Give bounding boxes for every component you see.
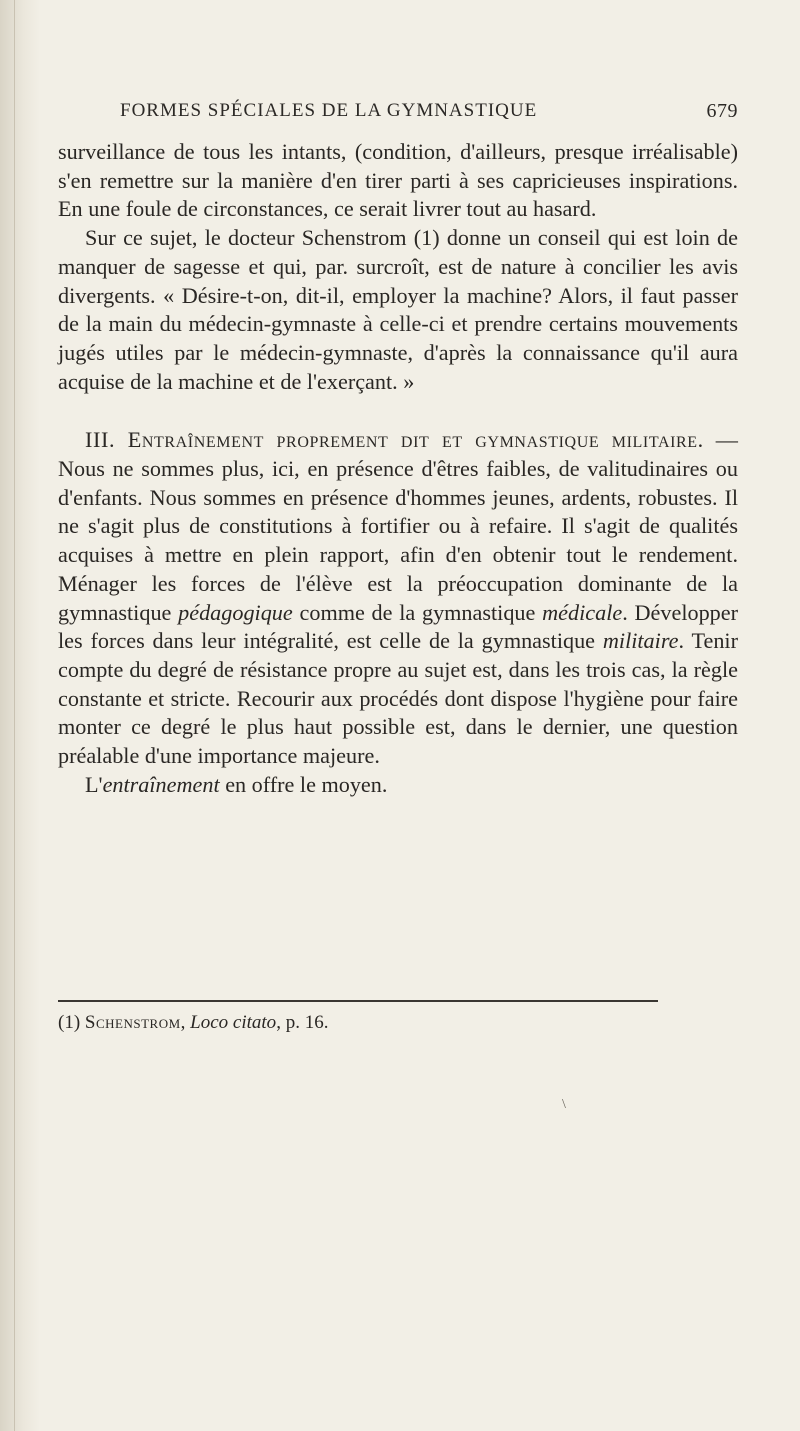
paragraph-3-text-a: — Nous ne sommes plus, ici, en présence d'êtres faibles, de valitudinaires ou d'enfants. Nous sommes en présence d'hommes jeunes, ardents, robustes. Il ne s'agit plus de constitutions à fortifier ou à refaire. Il s'agit de qualités acquises à mettre en plein rapport, afin d'en obtenir tout le rendement. Ménager les forces de l'élève est la préoccupation dominante de la gymnastique (58, 427, 738, 625)
paragraph-3-text-d: . Tenir compte du degré de résistance propre au sujet est, dans les trois cas, la règle constante et stricte. Recourir aux procédés dont dispose l'hygiène pour faire monter ce degré le plus haut possible est, dans le dernier, une question préalable d'une importance majeure. (58, 628, 738, 769)
footnote-author: Schenstrom (84, 1012, 181, 1033)
footnote-number: (1) (58, 1012, 85, 1033)
paragraph-4-text-b: en offre le moyen. (219, 771, 388, 797)
running-head-title: FORMES SPÉCIALES DE LA GYMNASTIQUE (120, 100, 538, 121)
paragraph-3 (58, 426, 738, 770)
footnote-reference: Loco citato (190, 1012, 277, 1033)
paragraph-4 (58, 771, 738, 800)
footnote-page: , p. 16. (276, 1012, 329, 1033)
page-number: 679 (706, 100, 738, 122)
footnote-rule (58, 1000, 658, 1002)
emphasis-medicale: médicale (542, 599, 623, 625)
paragraph-3-text-c: . Développer les forces dans leur intégralité, est celle de la gymnastique (58, 599, 739, 654)
footnote-separator: , (180, 1012, 191, 1033)
paragraph-3-text-b: comme de la gymnastique (292, 599, 543, 625)
emphasis-pedagogique: pédagogique (178, 599, 293, 625)
section-heading: III. Entraînement proprement dit et gymnastique militaire. (85, 427, 704, 453)
emphasis-entrainement: entraînement (102, 771, 220, 797)
paragraph-2: Sur ce sujet, le docteur Schenstrom (1) donne un conseil qui est loin de manquer de sagesse et qui, par. surcroît, est de nature à concilier les avis divergents. « Désire-t-on, dit-il, employer la machine? Alors, il faut passer de la main du médecin-gymnaste à celle-ci et prendre certains mouvements jugés utiles par le médecin-gymnaste, d'après la connaissance qu'il aura acquise de la machine et de l'exerçant. » (58, 225, 738, 394)
binding-gutter-line (14, 0, 15, 1431)
paragraph-4-text-a: L' (85, 771, 103, 797)
stray-mark: \ (562, 1097, 566, 1112)
binding-gutter-shadow (0, 0, 40, 1431)
body-text (58, 138, 738, 799)
footnote (58, 1011, 698, 1035)
paragraph-1: surveillance de tous les intants, (condition, d'ailleurs, presque irréalisable) s'en remettre sur la manière d'en tirer parti à ses capricieuses inspirations. En une foule de circonstances, ce serait livrer tout au hasard. (58, 139, 738, 222)
emphasis-militaire: militaire (602, 628, 679, 654)
